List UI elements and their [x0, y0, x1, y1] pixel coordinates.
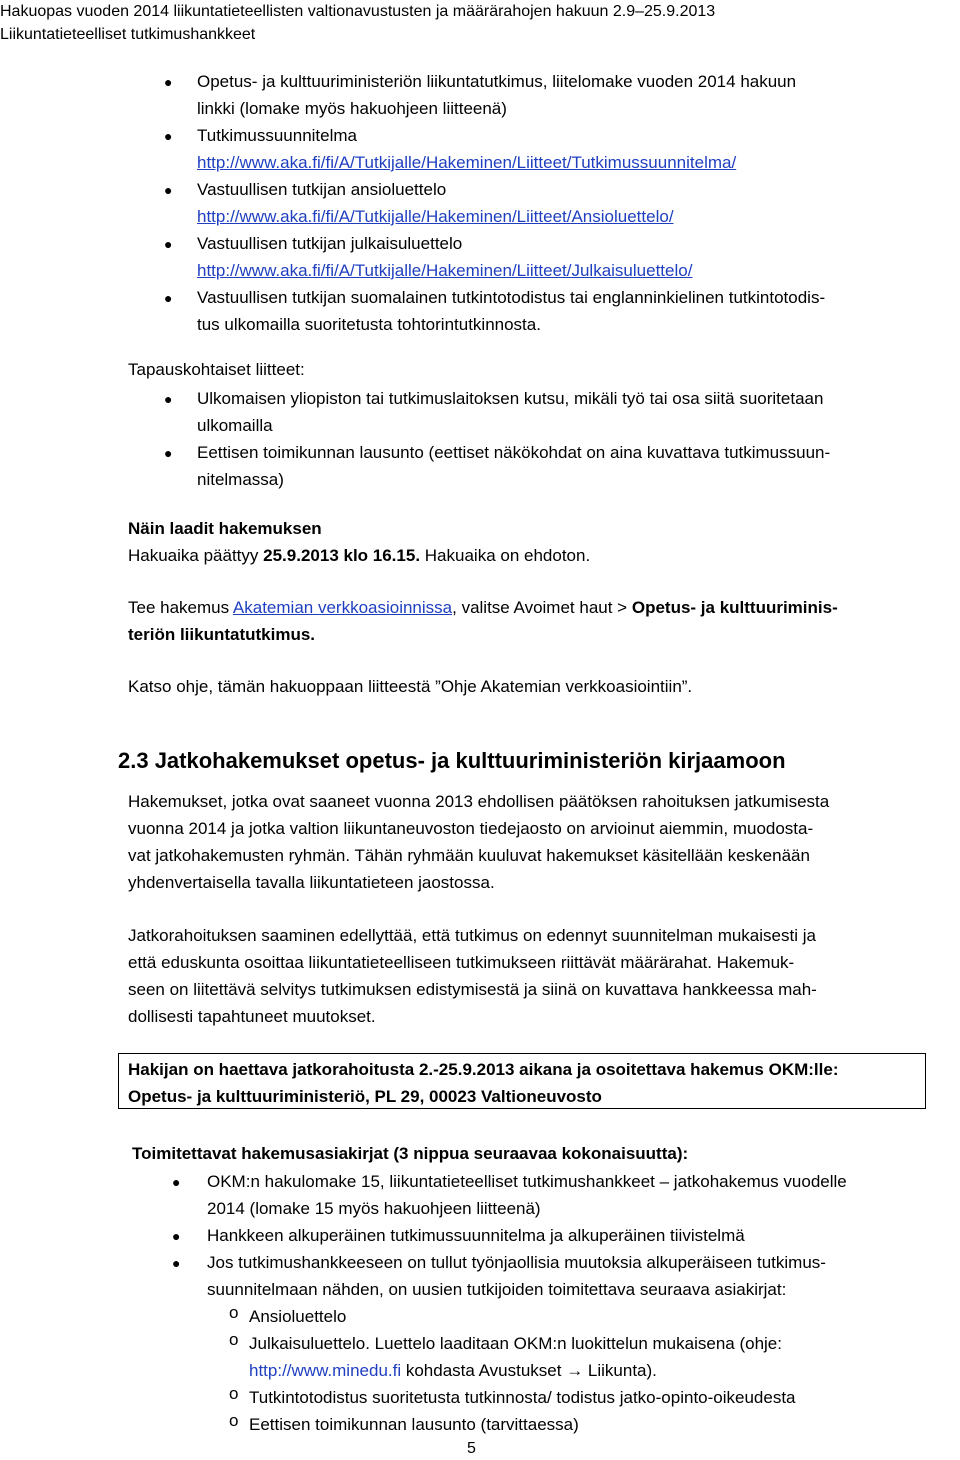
- bullet-icon: ●: [164, 445, 173, 461]
- para-line: Hakemukset, jotka ovat saaneet vuonna 2013 ehdollisen päätöksen rahoituksen jatkumisesta: [128, 792, 830, 811]
- toim-title: Toimitettavat hakemusasiakirjat (3 nippua seuraavaa kokonaisuutta):: [132, 1144, 689, 1163]
- list-item-line: 2014 (lomake 15 myös hakuohjeen liitteenä): [207, 1199, 541, 1218]
- tee-section: [128, 594, 838, 648]
- para-line: seen on liitettävä selvitys tutkimuksen edistymisestä ja siinä on kuvattava hankkeessa mah-: [128, 980, 817, 999]
- katso-text: Katso ohje, tämän hakuoppaan liitteestä ”Ohje Akatemian verkkoasiointiin”.: [128, 677, 693, 696]
- para-line: dollisesti tapahtuneet muutokset.: [128, 1007, 376, 1026]
- list-item-line: ulkomailla: [197, 416, 273, 435]
- list-item-line: linkki (lomake myös hakuohjeen liitteenä): [197, 99, 507, 118]
- circle-bullet-icon: o: [229, 1384, 239, 1403]
- bullet-icon: ●: [164, 236, 173, 252]
- list-item-line: Jos tutkimushankkeeseen on tullut työnjaollisia muutoksia alkuperäiseen tutkimus-: [207, 1253, 826, 1272]
- tee-line: [128, 594, 838, 621]
- list-item-line: Vastuullisen tutkijan suomalainen tutkintotodistus tai englanninkielinen tutkintotodis-: [197, 288, 826, 307]
- list-item-line: tus ulkomailla suoritetusta tohtorintutkinnosta.: [197, 315, 541, 334]
- list-item-line: Hankkeen alkuperäinen tutkimussuunnitelma ja alkuperäinen tiivistelmä: [207, 1226, 745, 1245]
- list-item: [197, 439, 830, 493]
- list-item: [207, 1222, 745, 1249]
- list-item-line: Ulkomaisen yliopiston tai tutkimuslaitoksen kutsu, mikäli työ tai osa siitä suoritetaan: [197, 389, 824, 408]
- list-item-line: suunnitelmaan nähden, on uusien tutkijoiden toimitettava seuraava asiakirjat:: [207, 1280, 787, 1299]
- laadi-section: [128, 515, 590, 569]
- address-box-text: [128, 1056, 839, 1110]
- para-line: että eduskunta osoittaa liikuntatieteelliseen tutkimukseen riittävät määrärahat. Hakemuk-: [128, 953, 795, 972]
- list-item-line: Eettisen toimikunnan lausunto (eettiset näkökohdat on aina kuvattava tutkimussuun-: [197, 443, 831, 462]
- section-para-2: [128, 922, 817, 1030]
- hakuaika-deadline: 25.9.2013 klo 16.15.: [263, 546, 421, 565]
- box-line: Hakijan on haettava jatkorahoitusta 2.-25.9.2013 aikana ja osoitettava hakemus OKM:lle:: [128, 1060, 839, 1079]
- tee-text: Tee hakemus: [128, 598, 233, 617]
- list-item-line: OKM:n hakulomake 15, liikuntatieteelliset tutkimushankkeet – jatkohakemus vuodelle: [207, 1172, 847, 1191]
- para-line: vat jatkohakemusten ryhmän. Tähän ryhmään kuuluvat hakemukset käsitellään keskenään: [128, 846, 810, 865]
- page-header: [0, 0, 715, 46]
- tutkimussuunnitelma-link[interactable]: http://www.aka.fi/fi/A/Tutkijalle/Hakeminen/Liitteet/Tutkimussuunnitelma/: [197, 153, 737, 172]
- list-item-line: Vastuullisen tutkijan julkaisuluettelo: [197, 234, 463, 253]
- list-item: [197, 68, 796, 122]
- list-item-line: Opetus- ja kulttuuriministeriön liikuntatutkimus, liitelomake vuoden 2014 hakuun: [197, 72, 797, 91]
- sub-item-line: Julkaisuluettelo. Luettelo laaditaan OKM:n luokittelun mukaisena (ohje:: [249, 1334, 782, 1353]
- section-para-1: [128, 788, 829, 896]
- bullet-icon: ●: [164, 182, 173, 198]
- bullet-icon: ●: [172, 1174, 181, 1190]
- para-line: Jatkorahoituksen saaminen edellyttää, että tutkimus on edennyt suunnitelman mukaisesti ja: [128, 926, 816, 945]
- circle-bullet-icon: o: [229, 1411, 239, 1430]
- sub-item: Eettisen toimikunnan lausunto (tarvittaessa): [249, 1415, 579, 1434]
- circle-bullet-icon: o: [229, 1330, 239, 1349]
- bullet-icon: ●: [164, 74, 173, 90]
- bullet-icon: ●: [172, 1255, 181, 1271]
- minedu-link[interactable]: http://www.minedu.fi: [249, 1361, 402, 1380]
- list-item: [197, 122, 736, 176]
- hakuaika-text: Hakuaika päättyy: [128, 546, 264, 565]
- julkaisuluettelo-link[interactable]: http://www.aka.fi/fi/A/Tutkijalle/Hakeminen/Liitteet/Julkaisuluettelo/: [197, 261, 693, 280]
- list-item: [197, 284, 825, 338]
- box-line: Opetus- ja kulttuuriministeriö, PL 29, 00023 Valtioneuvosto: [128, 1087, 602, 1106]
- header-subtitle: Liikuntatieteelliset tutkimushankkeet: [0, 26, 256, 43]
- tapaus-label: Tapauskohtaiset liitteet:: [128, 360, 305, 379]
- tee-bold: Opetus- ja kulttuuriminis-: [631, 598, 838, 617]
- bullet-icon: ●: [164, 391, 173, 407]
- list-item-line: Vastuullisen tutkijan ansioluettelo: [197, 180, 447, 199]
- sub-item: Ansioluettelo: [249, 1307, 347, 1326]
- hakuaika-line: [128, 542, 590, 569]
- section-heading: 2.3 Jatkohakemukset opetus- ja kulttuuriministeriön kirjaamoon: [118, 748, 786, 773]
- page-number: 5: [467, 1440, 476, 1457]
- list-item: [197, 176, 674, 230]
- para-line: vuonna 2014 ja jotka valtion liikuntaneuvoston tiedejaosto on arvioinut aiemmin, muodosta-: [128, 819, 814, 838]
- list-item: [207, 1249, 826, 1303]
- list-item: [197, 385, 823, 439]
- tee-text-2: , valitse Avoimet haut >: [452, 598, 632, 617]
- list-item-line: nitelmassa): [197, 470, 284, 489]
- bullet-icon: ●: [172, 1228, 181, 1244]
- list-item-line: Tutkimussuunnitelma: [197, 126, 357, 145]
- circle-bullet-icon: o: [229, 1303, 239, 1322]
- para-line: yhdenvertaisella tavalla liikuntatieteen jaostossa.: [128, 873, 495, 892]
- verkkoasiointi-link[interactable]: Akatemian verkkoasioinnissa: [232, 598, 453, 617]
- bullet-icon: ●: [164, 290, 173, 306]
- sub-item-text: kohdasta Avustukset → Liikunta).: [401, 1361, 657, 1380]
- bullet-icon: ●: [164, 128, 173, 144]
- header-title: Hakuopas vuoden 2014 liikuntatieteellisten valtionavustusten ja määrärahojen hakuun 2.9–25.9.2013: [0, 3, 716, 20]
- sub-item: [249, 1330, 782, 1384]
- list-item: [197, 230, 692, 284]
- hakuaika-note: Hakuaika on ehdoton.: [420, 546, 591, 565]
- sub-item: Tutkintotodistus suoritetusta tutkinnosta/ todistus jatko-opinto-oikeudesta: [249, 1388, 796, 1407]
- ansioluettelo-link[interactable]: http://www.aka.fi/fi/A/Tutkijalle/Hakeminen/Liitteet/Ansioluettelo/: [197, 207, 674, 226]
- tee-bold-2: teriön liikuntatutkimus.: [128, 625, 316, 644]
- laadi-title: Näin laadit hakemuksen: [128, 519, 322, 538]
- list-item: [207, 1168, 847, 1222]
